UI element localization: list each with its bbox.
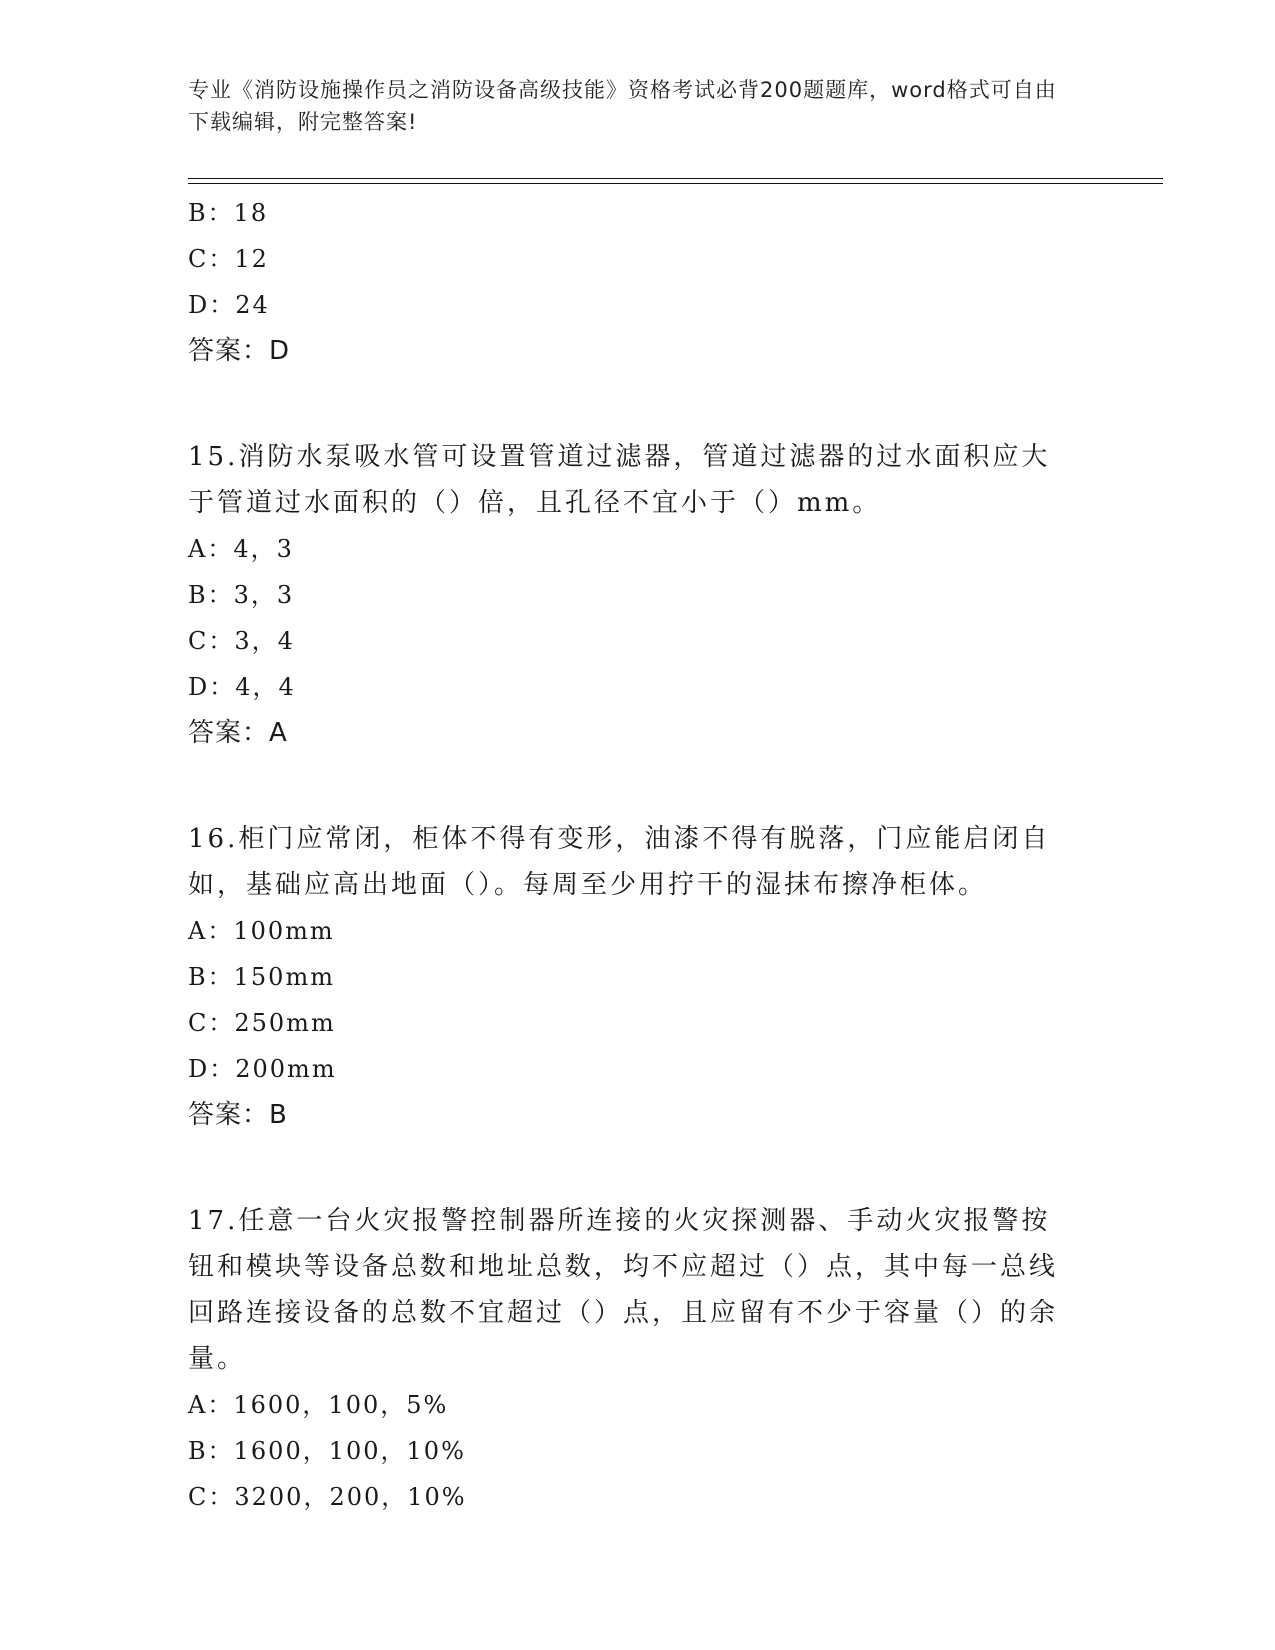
option-value: 3，3 [233,581,295,609]
option-label: A： [188,535,234,563]
header-divider-top [188,178,1163,179]
option-value: 12 [234,245,269,273]
option-value: 100mm [233,917,335,945]
header-divider-bottom [188,183,1163,184]
answer-line: 答案：A [188,718,288,748]
option-label: C： [188,245,235,273]
option-a [188,1382,1088,1428]
option-label: C： [188,1483,235,1511]
option-value: 24 [235,291,270,319]
option-value: 200mm [235,1055,337,1083]
option-label: D： [188,291,236,319]
question-16 [188,816,1088,1138]
option-label: C： [188,627,235,655]
option-b [188,954,1088,1000]
option-label: B： [188,199,234,227]
answer-line: 答案：B [188,1100,288,1130]
question-text: 17.任意一台火灾报警控制器所连接的火灾探测器、手动火灾报警按钮和模块等设备总数和地址总数，均不应超过（）点，其中每一总线回路连接设备的总数不宜超过（）点，且应留有不少于容量（）的余量。 [188,1206,1059,1374]
option-value: 150mm [233,963,335,991]
option-value: 1600，100，5% [233,1391,449,1419]
option-label: D： [188,1055,236,1083]
option-b [188,572,1088,618]
option-label: B： [188,1437,234,1465]
option-label: C： [188,1009,235,1037]
option-c [188,236,1088,282]
option-b [188,1428,1088,1474]
question-text: 15.消防水泵吸水管可设置管道过滤器，管道过滤器的过水面积应大于管道过水面积的（）倍，且孔径不宜小于（）mm。 [188,442,1051,518]
option-label: B： [188,581,234,609]
option-c [188,618,1088,664]
option-d [188,1046,1088,1092]
question-content [188,190,1088,1520]
option-d [188,282,1088,328]
option-a [188,526,1088,572]
option-value: 4，4 [235,673,296,701]
answer-line: 答案：D [188,336,291,366]
option-value: 1600，100，10% [233,1437,466,1465]
option-value: 18 [233,199,269,227]
option-b [188,190,1088,236]
question-15 [188,434,1088,756]
option-label: A： [188,1391,234,1419]
option-value: 3，4 [234,627,295,655]
option-label: A： [188,917,234,945]
option-label: D： [188,673,236,701]
option-label: B： [188,963,234,991]
option-c [188,1474,1088,1520]
previous-question-tail [188,190,1088,374]
option-a [188,908,1088,954]
option-c [188,1000,1088,1046]
option-value: 250mm [234,1009,336,1037]
document-header: 专业《消防设施操作员之消防设备高级技能》资格考试必背200题题库，word格式可自由下载编辑，附完整答案! [188,78,1057,134]
option-value: 3200，200，10% [234,1483,467,1511]
question-text: 16.柜门应常闭，柜体不得有变形，油漆不得有脱落，门应能启闭自如，基础应高出地面（）。每周至少用拧干的湿抹布擦净柜体。 [188,824,1051,900]
option-d [188,664,1088,710]
question-17 [188,1198,1088,1520]
option-value: 4，3 [233,535,294,563]
